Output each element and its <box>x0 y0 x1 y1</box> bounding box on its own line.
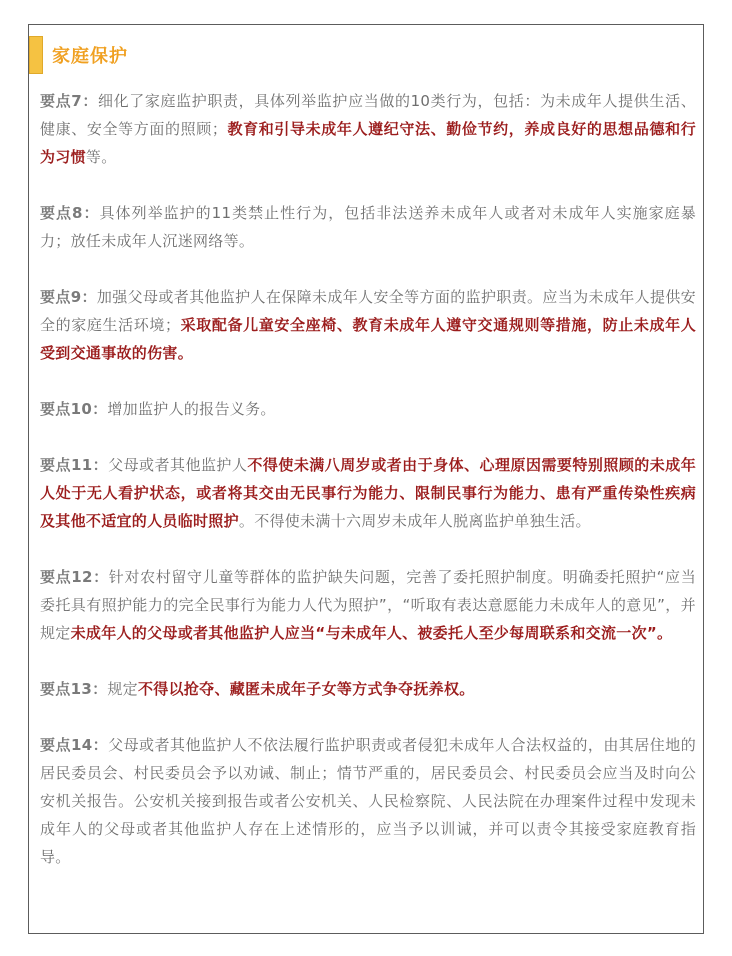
point-label: 要点14： <box>40 736 109 754</box>
point-label: 要点9： <box>40 288 97 306</box>
point-text: 规定 <box>107 680 138 698</box>
point-10 <box>40 395 696 423</box>
point-emphasis: 不得使未满八周岁或者由于身体、心理原因需要特别照顾的未成年人处于无人看护状态，或者将其交由无民事行为能力、限制民事行为能力、患有严重传染性疾病及其他不适宜的人员临时照护 <box>40 456 697 530</box>
point-text: 针对农村留守儿童等群体的监护缺失问题，完善了委托照护制度。明确委托照护“应当委托具有照护能力的完全民事行为能力人代为照护”，“听取有表达意愿能力未成年人的意见”，并规定 <box>40 568 697 642</box>
point-text: 父母或者其他监护人 <box>108 456 248 474</box>
point-label: 要点8： <box>40 204 100 222</box>
point-text: 。不得使未满十六周岁未成年人脱离监护单独生活。 <box>238 512 591 530</box>
point-7 <box>40 87 696 171</box>
point-label: 要点7： <box>40 92 98 110</box>
point-text: 加强父母或者其他监护人在保障未成年人安全等方面的监护职责。应当为未成年人提供安全的家庭生活环境； <box>40 288 696 334</box>
point-14 <box>40 731 696 871</box>
point-emphasis: 不得以抢夺、藏匿未成年子女等方式争夺抚养权。 <box>137 680 475 698</box>
point-emphasis: 未成年人的父母或者其他监护人应当“与未成年人、被委托人至少每周联系和交流一次”。 <box>70 624 673 642</box>
point-9 <box>40 283 696 367</box>
section-title: 家庭保护 <box>52 46 128 67</box>
point-label: 要点12： <box>40 568 109 586</box>
point-text: 增加监护人的报告义务。 <box>107 400 276 418</box>
point-11 <box>40 451 696 535</box>
point-emphasis: 教育和引导未成年人遵纪守法、勤俭节约，养成良好的思想品德和行为习惯 <box>40 120 696 166</box>
point-emphasis: 采取配备儿童安全座椅、教育未成年人遵守交通规则等措施，防止未成年人受到交通事故的伤害。 <box>40 316 697 362</box>
point-13 <box>40 675 696 703</box>
point-label: 要点13： <box>40 680 108 698</box>
points-list <box>40 87 696 871</box>
family-protection-card <box>28 24 704 934</box>
point-8 <box>40 199 696 255</box>
section-header <box>29 35 128 75</box>
point-text: 等。 <box>85 148 117 166</box>
point-12 <box>40 563 696 647</box>
point-text: 细化了家庭监护职责，具体列举监护应当做的10类行为，包括：为未成年人提供生活、健康、安全等方面的照顾； <box>40 92 696 138</box>
point-label: 要点10： <box>40 400 108 418</box>
point-text: 具体列举监护的11类禁止性行为，包括非法送养未成年人或者对未成年人实施家庭暴力；放任未成年人沉迷网络等。 <box>40 204 696 250</box>
point-label: 要点11： <box>40 456 109 474</box>
accent-bar <box>29 36 43 74</box>
point-text: 父母或者其他监护人不依法履行监护职责或者侵犯未成年人合法权益的，由其居住地的居民委员会、村民委员会予以劝诫、制止；情节严重的，居民委员会、村民委员会应当及时向公安机关报告。公安机关接到报告或者公安机关、人民检察院、人民法院在办理案件过程中发现未成年人的父母或者其他监护人存在上述情形的，应当予以训诫，并可以责令其接受家庭教育指导。 <box>40 736 697 866</box>
